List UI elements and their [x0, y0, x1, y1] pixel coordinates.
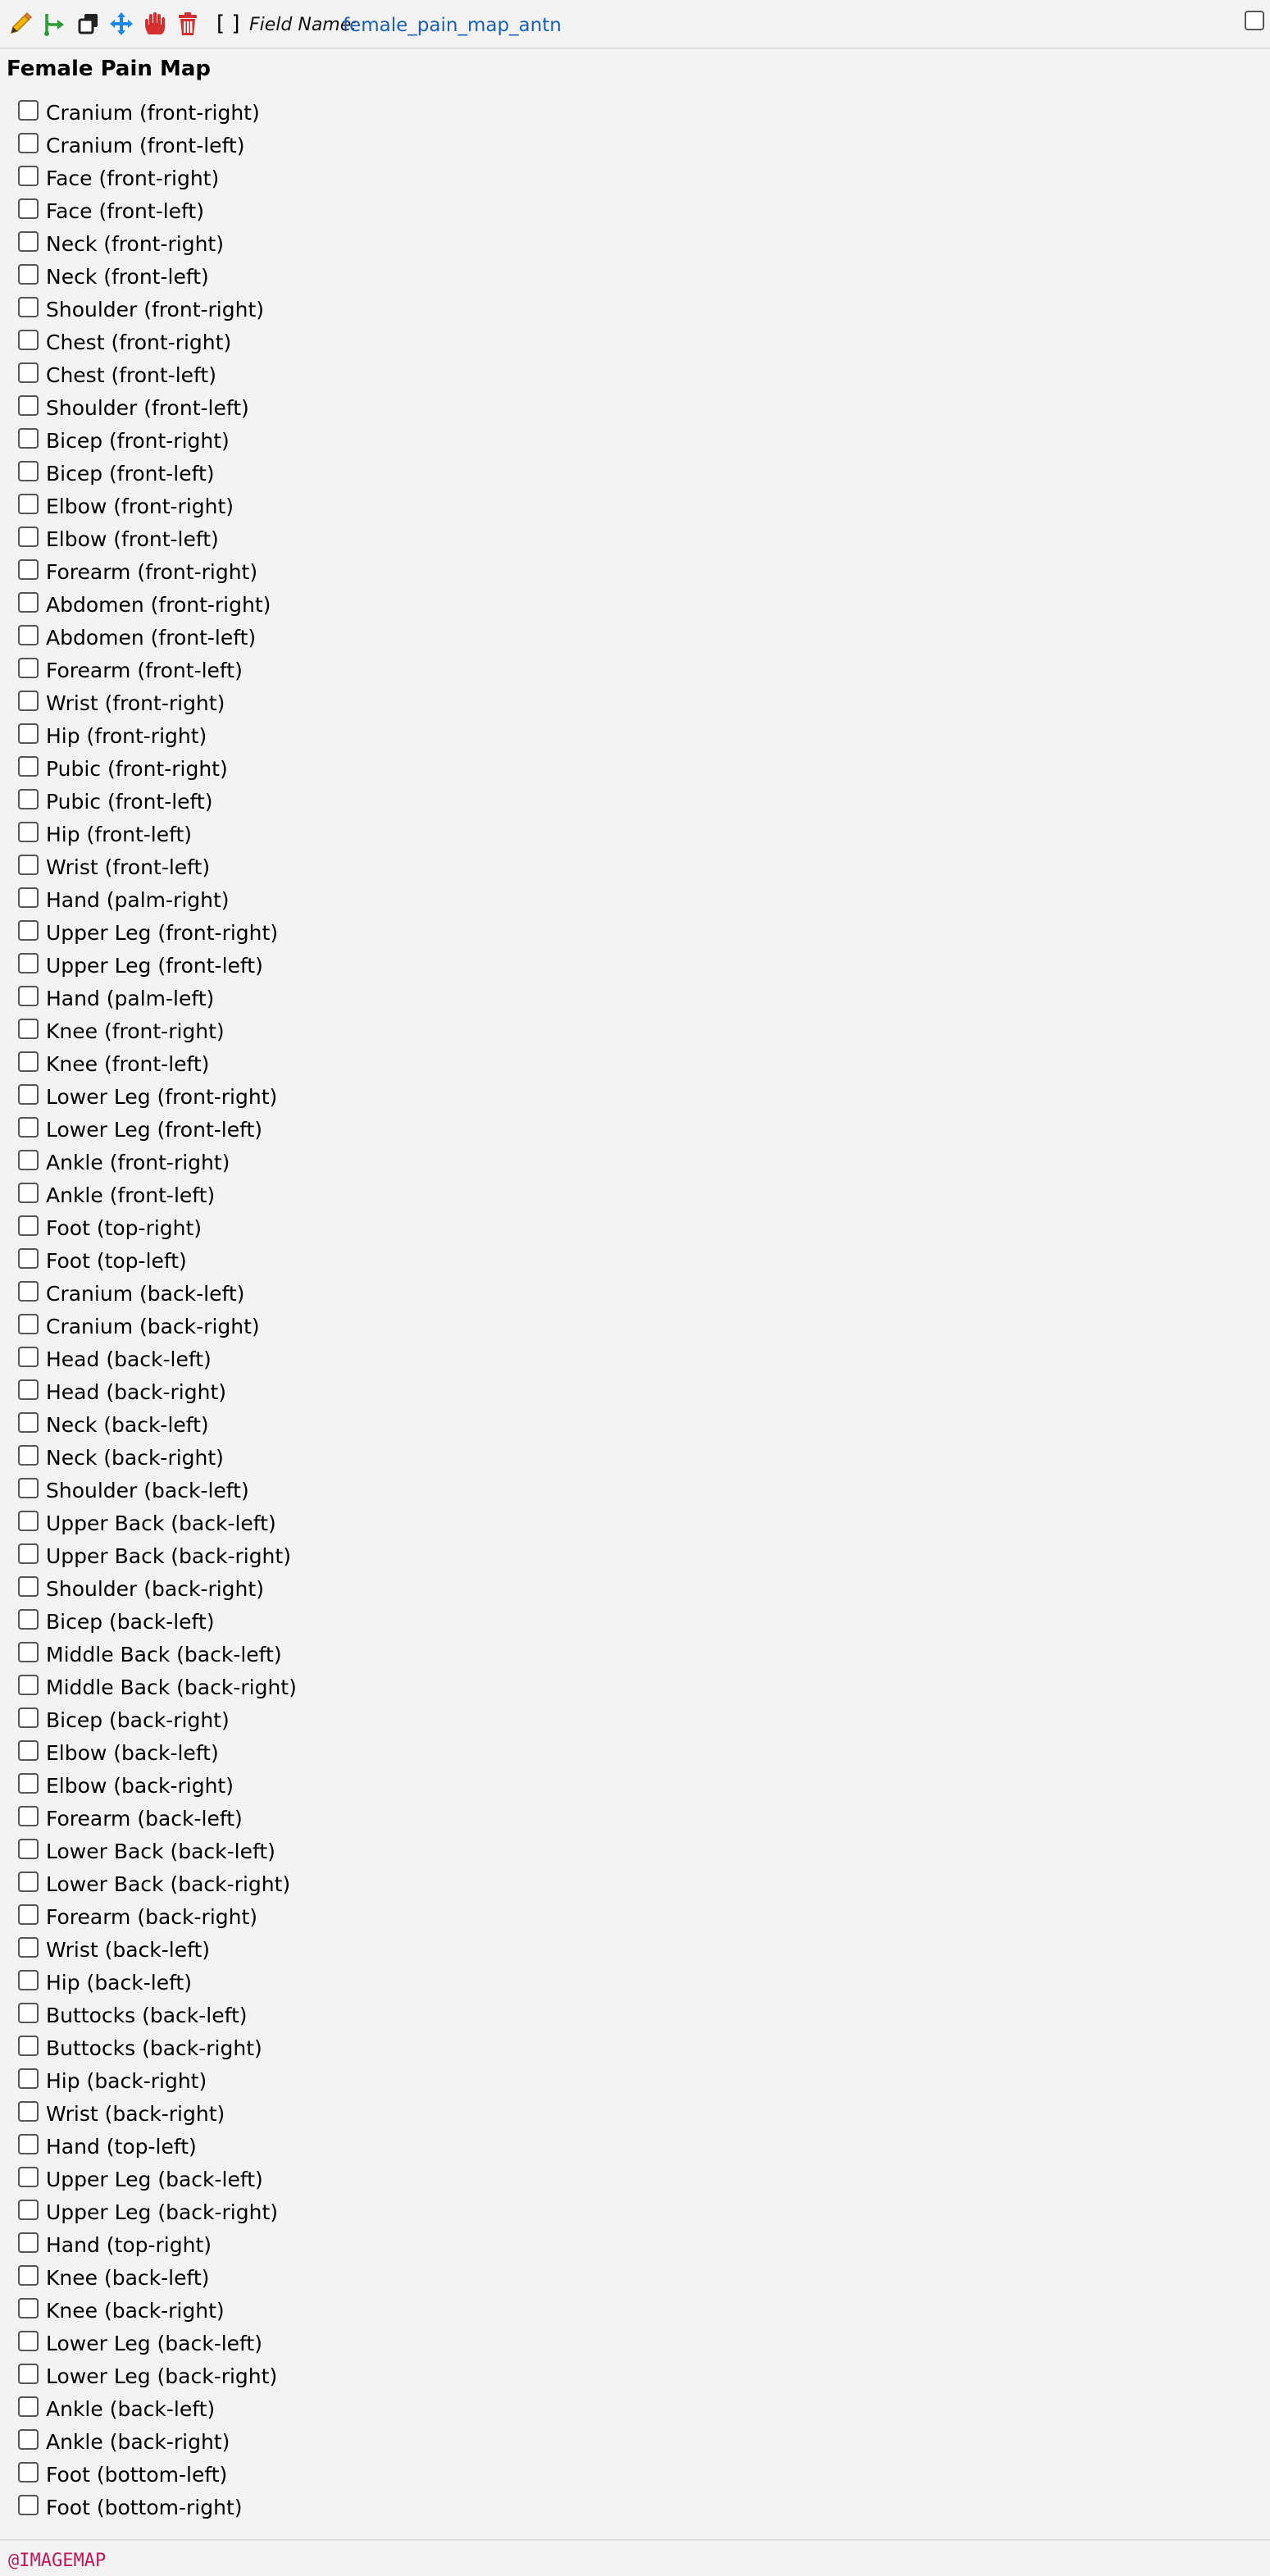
option-label[interactable]: Chest (front-left): [46, 363, 216, 387]
option-checkbox[interactable]: [18, 1609, 39, 1630]
option-label[interactable]: Wrist (back-left): [46, 1938, 211, 1962]
option-label[interactable]: Ankle (front-left): [46, 1183, 216, 1207]
option-checkbox[interactable]: [18, 1183, 39, 1203]
option-checkbox[interactable]: [18, 1215, 39, 1236]
option-checkbox[interactable]: [18, 1314, 39, 1334]
option-checkbox[interactable]: [18, 2200, 39, 2220]
option-checkbox[interactable]: [18, 756, 39, 777]
option-checkbox[interactable]: [18, 1019, 39, 1039]
option-label[interactable]: Knee (front-left): [46, 1052, 210, 1076]
option-checkbox[interactable]: [18, 559, 39, 580]
option-checkbox[interactable]: [18, 2298, 39, 2318]
option-checkbox[interactable]: [18, 198, 39, 219]
option-checkbox[interactable]: [18, 2036, 39, 2056]
option-label[interactable]: Bicep (back-right): [46, 1708, 230, 1732]
option-label[interactable]: Lower Back (back-right): [46, 1872, 291, 1896]
option-checkbox[interactable]: [18, 2462, 39, 2483]
option-checkbox[interactable]: [18, 1478, 39, 1498]
option-checkbox[interactable]: [18, 723, 39, 744]
option-label[interactable]: Lower Back (back-left): [46, 1840, 275, 1863]
option-checkbox[interactable]: [18, 1707, 39, 1728]
option-label[interactable]: Shoulder (front-right): [46, 298, 265, 321]
option-checkbox[interactable]: [18, 2331, 39, 2351]
option-checkbox[interactable]: [18, 330, 39, 350]
option-checkbox[interactable]: [18, 1281, 39, 1302]
option-label[interactable]: Hand (top-left): [46, 2135, 197, 2159]
option-checkbox[interactable]: [18, 428, 39, 449]
option-label[interactable]: Shoulder (back-left): [46, 1479, 249, 1502]
option-checkbox[interactable]: [18, 1740, 39, 1761]
option-label[interactable]: Foot (top-left): [46, 1249, 187, 1273]
option-label[interactable]: Bicep (front-right): [46, 429, 230, 453]
option-label[interactable]: Upper Back (back-right): [46, 1544, 291, 1568]
branch-icon[interactable]: [41, 10, 69, 38]
option-checkbox[interactable]: [18, 822, 39, 842]
option-label[interactable]: Elbow (front-right): [46, 495, 234, 518]
option-label[interactable]: Knee (back-left): [46, 2266, 210, 2290]
field-toolbar: [0, 0, 1270, 49]
option-label[interactable]: Wrist (back-right): [46, 2102, 225, 2126]
option-label[interactable]: Hand (palm-left): [46, 987, 215, 1010]
option-checkbox[interactable]: [18, 1543, 39, 1564]
option-checkbox[interactable]: [18, 1970, 39, 1990]
option-label[interactable]: Hip (back-left): [46, 1971, 192, 1995]
option-label[interactable]: Neck (back-left): [46, 1413, 209, 1437]
option-label[interactable]: Upper Leg (front-left): [46, 954, 263, 978]
option-label[interactable]: Elbow (back-left): [46, 1741, 219, 1765]
option-checkbox[interactable]: [18, 920, 39, 941]
option-label[interactable]: Lower Leg (front-left): [46, 1118, 263, 1142]
option-label[interactable]: Upper Leg (front-right): [46, 921, 279, 945]
option-label[interactable]: Hand (top-right): [46, 2233, 212, 2257]
option-checkbox[interactable]: [18, 1872, 39, 1892]
select-field-checkbox[interactable]: [1245, 11, 1264, 30]
option-checkbox[interactable]: [18, 1839, 39, 1859]
option-checkbox[interactable]: [18, 1445, 39, 1466]
option-checkbox[interactable]: [18, 1806, 39, 1826]
option-checkbox[interactable]: [18, 527, 39, 547]
option-checkbox[interactable]: [18, 2068, 39, 2089]
option-label[interactable]: Hip (back-right): [46, 2069, 207, 2093]
option-label[interactable]: Hip (front-right): [46, 724, 207, 748]
option-label[interactable]: Upper Leg (back-right): [46, 2200, 279, 2224]
pencil-icon[interactable]: [7, 10, 34, 38]
option-checkbox[interactable]: [18, 1511, 39, 1531]
option-checkbox[interactable]: [18, 691, 39, 711]
option-label[interactable]: Lower Leg (back-left): [46, 2332, 262, 2355]
option-checkbox[interactable]: [18, 887, 39, 908]
option-checkbox[interactable]: [18, 2495, 39, 2515]
option-checkbox[interactable]: [18, 658, 39, 678]
copy-icon[interactable]: [75, 10, 102, 38]
option-label[interactable]: Ankle (front-right): [46, 1151, 230, 1174]
option-checkbox[interactable]: [18, 1576, 39, 1597]
option-label[interactable]: Lower Leg (front-right): [46, 1085, 278, 1109]
option-label[interactable]: Elbow (back-right): [46, 1774, 234, 1798]
option-checkbox[interactable]: [18, 2265, 39, 2286]
option-label[interactable]: Bicep (back-left): [46, 1610, 215, 1634]
option-label[interactable]: Cranium (front-left): [46, 134, 245, 157]
option-checkbox[interactable]: [18, 1675, 39, 1695]
option-checkbox[interactable]: [18, 461, 39, 481]
option-label[interactable]: Foot (top-right): [46, 1216, 203, 1240]
option-label[interactable]: Neck (front-left): [46, 265, 209, 289]
variable-bracket: [ ]: [216, 11, 240, 36]
option-label[interactable]: Foot (bottom-left): [46, 2463, 228, 2487]
option-checkbox[interactable]: [18, 1051, 39, 1072]
option-label[interactable]: Abdomen (front-right): [46, 593, 271, 617]
option-label[interactable]: Forearm (back-right): [46, 1905, 258, 1929]
option-label[interactable]: Cranium (back-right): [46, 1315, 260, 1338]
option-checkbox[interactable]: [18, 362, 39, 383]
option-checkbox[interactable]: [18, 625, 39, 645]
option-label[interactable]: Face (front-right): [46, 166, 220, 190]
option-checkbox[interactable]: [18, 231, 39, 252]
option-checkbox[interactable]: [18, 789, 39, 809]
field-name-label: Field Name:: [249, 15, 357, 35]
option-label[interactable]: Wrist (front-right): [46, 691, 225, 715]
option-label[interactable]: Pubic (front-left): [46, 790, 213, 814]
option-label[interactable]: Buttocks (back-right): [46, 2036, 262, 2060]
stop-hand-icon[interactable]: [141, 10, 169, 38]
option-label[interactable]: Face (front-left): [46, 199, 204, 223]
option-label[interactable]: Knee (back-right): [46, 2299, 225, 2323]
action-tag-footer: [0, 2539, 1270, 2576]
option-label[interactable]: Wrist (front-left): [46, 855, 211, 879]
option-checkbox[interactable]: [18, 2429, 39, 2450]
option-label[interactable]: Hip (front-left): [46, 823, 193, 846]
option-checkbox[interactable]: [18, 100, 39, 121]
option-label[interactable]: Elbow (front-left): [46, 527, 219, 551]
option-checkbox[interactable]: [18, 855, 39, 875]
option-label[interactable]: Head (back-left): [46, 1347, 212, 1371]
option-checkbox[interactable]: [18, 133, 39, 153]
field-title: Female Pain Map: [7, 57, 211, 81]
option-label[interactable]: Ankle (back-left): [46, 2397, 216, 2421]
option-label[interactable]: Foot (bottom-right): [46, 2496, 243, 2519]
option-checkbox[interactable]: [18, 1379, 39, 1400]
option-checkbox[interactable]: [18, 1937, 39, 1958]
move-icon[interactable]: [107, 10, 135, 38]
option-checkbox[interactable]: [18, 1084, 39, 1105]
option-checkbox[interactable]: [18, 166, 39, 186]
option-checkbox[interactable]: [18, 1412, 39, 1433]
option-checkbox[interactable]: [18, 1904, 39, 1925]
option-checkbox[interactable]: [18, 264, 39, 285]
option-checkbox[interactable]: [18, 297, 39, 317]
field-name-value[interactable]: female_pain_map_antn: [343, 15, 562, 36]
option-label[interactable]: Middle Back (back-right): [46, 1676, 297, 1699]
option-label[interactable]: Neck (front-right): [46, 232, 224, 256]
option-checkbox[interactable]: [18, 2167, 39, 2187]
option-checkbox[interactable]: [18, 1248, 39, 1269]
option-checkbox[interactable]: [18, 494, 39, 514]
option-checkbox[interactable]: [18, 986, 39, 1006]
option-checkbox[interactable]: [18, 1642, 39, 1662]
trash-icon[interactable]: [174, 10, 202, 38]
option-label[interactable]: Ankle (back-right): [46, 2430, 230, 2454]
option-checkbox[interactable]: [18, 1117, 39, 1138]
option-label[interactable]: Lower Leg (back-right): [46, 2364, 278, 2388]
option-label[interactable]: Head (back-right): [46, 1380, 226, 1404]
option-checkbox[interactable]: [18, 953, 39, 973]
action-tag: @IMAGEMAP: [8, 2551, 107, 2571]
option-checkbox[interactable]: [18, 395, 39, 416]
option-label[interactable]: Forearm (back-left): [46, 1807, 243, 1831]
option-label[interactable]: Buttocks (back-left): [46, 2004, 248, 2027]
option-label[interactable]: Bicep (front-left): [46, 462, 215, 486]
option-checkbox[interactable]: [18, 1773, 39, 1794]
option-label[interactable]: Forearm (front-left): [46, 659, 243, 682]
option-label[interactable]: Chest (front-right): [46, 331, 232, 354]
option-checkbox[interactable]: [18, 2364, 39, 2384]
option-checkbox[interactable]: [18, 1347, 39, 1367]
option-label[interactable]: Abdomen (front-left): [46, 626, 257, 650]
option-checkbox[interactable]: [18, 2101, 39, 2122]
option-label[interactable]: Pubic (front-right): [46, 757, 228, 781]
option-checkbox[interactable]: [18, 2134, 39, 2154]
option-label[interactable]: Upper Back (back-left): [46, 1511, 276, 1535]
option-checkbox[interactable]: [18, 592, 39, 613]
option-label[interactable]: Upper Leg (back-left): [46, 2168, 263, 2191]
option-label[interactable]: Cranium (front-right): [46, 101, 260, 125]
option-checkbox[interactable]: [18, 2232, 39, 2253]
option-checkbox[interactable]: [18, 1150, 39, 1170]
option-label[interactable]: Hand (palm-right): [46, 888, 230, 912]
option-label[interactable]: Shoulder (back-right): [46, 1577, 264, 1601]
option-checkbox[interactable]: [18, 2396, 39, 2417]
option-label[interactable]: Knee (front-right): [46, 1019, 225, 1043]
option-label[interactable]: Forearm (front-right): [46, 560, 258, 584]
option-label[interactable]: Neck (back-right): [46, 1446, 224, 1470]
option-checkbox[interactable]: [18, 2003, 39, 2023]
option-label[interactable]: Cranium (back-left): [46, 1282, 245, 1306]
option-label[interactable]: Shoulder (front-left): [46, 396, 249, 420]
option-label[interactable]: Middle Back (back-left): [46, 1643, 282, 1666]
